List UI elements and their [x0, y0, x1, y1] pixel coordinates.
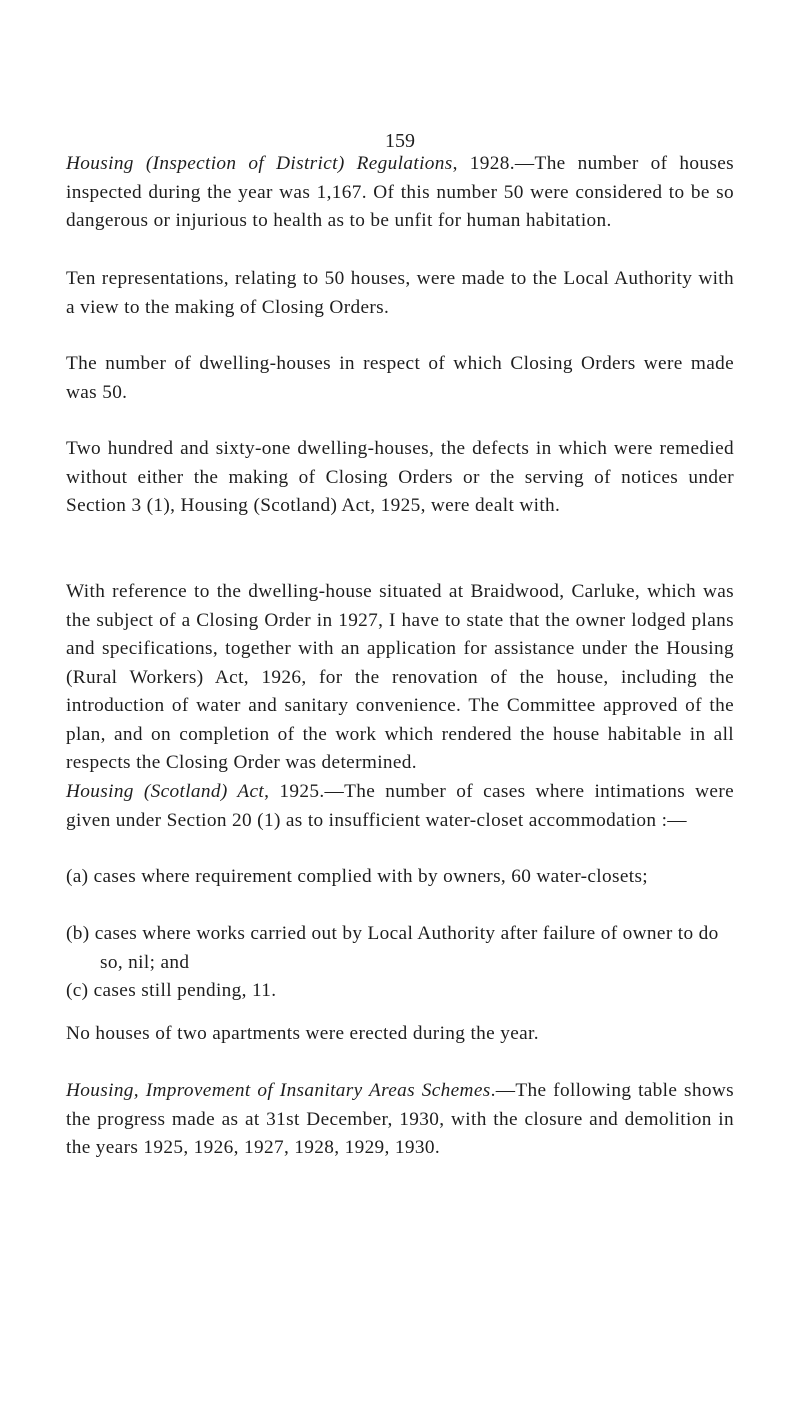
- paragraph-insanitary-areas: [66, 1077, 734, 1163]
- list-item-a: (a) cases where requirement complied with by owners, 60 water-closets;: [66, 866, 648, 887]
- heading-insanitary-areas: Housing, Improvement of Insanitary Areas Schemes: [66, 1080, 491, 1101]
- heading-housing-scotland-act: Housing (Scotland) Act: [66, 781, 265, 802]
- paragraph-representations: Ten representations, relating to 50 houses, were made to the Local Authority with a view to the making of Closing Orders.: [66, 268, 734, 318]
- paragraph-inspection-regulations: [66, 150, 734, 236]
- paragraph-text: , 1928.—The number of houses inspected during the year was 1,167. Of this number 50 were considered to be so dangerous or injurious to health as to be unfit for human habitation.: [66, 153, 734, 231]
- heading-inspection-regulations: Housing (Inspection of District) Regulations: [66, 153, 453, 174]
- paragraph-text: , 1925.—The number of cases where intimations were given under Section 20 (1) as to insufficient water-closet accommodation :—: [66, 781, 734, 831]
- list-item-c: (c) cases still pending, 11.: [66, 980, 277, 1001]
- paragraph-no-houses: No houses of two apartments were erected during the year.: [66, 1023, 539, 1044]
- paragraph-braidwood: With reference to the dwelling-house situated at Braidwood, Carluke, which was the subject of a Closing Order in 1927, I have to state that the owner lodged plans and specifications, together with an application for assistance under the Housing (Rural Workers) Act, 1926, for the renovation of the house, including the introduction of water and sanitary convenience. The Committee approved of the plan, and on completion of the work which rendered the house habitable in all respects the Closing Order was determined.: [66, 581, 734, 773]
- paragraph-housing-scotland-act: [66, 778, 734, 835]
- paragraph-text: .—The following table shows the progress made as at 31st December, 1930, with the closure and demolition in the years 1925, 1926, 1927, 1928, 1929, 1930.: [66, 1080, 735, 1158]
- list-item-b: (b) cases where works carried out by Local Authority after failure of owner to do so, nil; and: [66, 923, 719, 973]
- paragraph-defects-remedied: Two hundred and sixty-one dwelling-houses, the defects in which were remedied without either the making of Closing Orders or the serving of notices under Section 3 (1), Housing (Scotland) Act, 1925, were dealt with.: [66, 438, 734, 516]
- paragraph-closing-orders: The number of dwelling-houses in respect of which Closing Orders were made was 50.: [66, 353, 734, 403]
- page-number: 159: [385, 130, 415, 152]
